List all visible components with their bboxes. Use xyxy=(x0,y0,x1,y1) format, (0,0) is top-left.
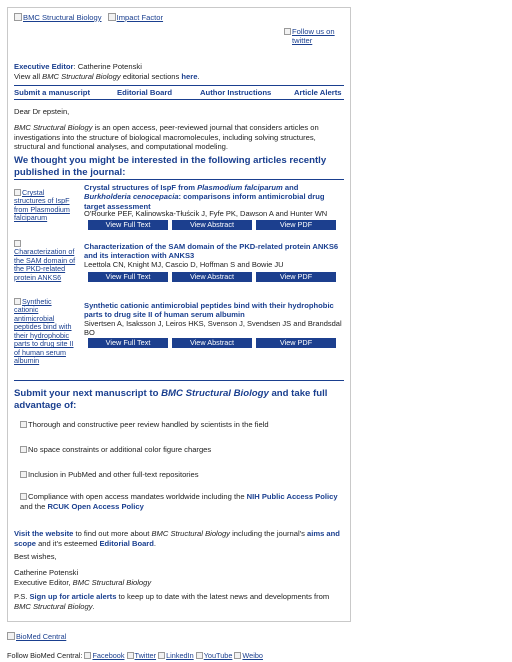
nav-article-alerts[interactable]: Article Alerts xyxy=(294,88,342,97)
ps-text: P.S. Sign up for article alerts to keep up to date with the latest news and developments from BMC Structural Biology. xyxy=(14,592,330,611)
youtube-link[interactable]: YouTube xyxy=(196,651,233,660)
linkedin-icon xyxy=(158,652,165,659)
editorial-sections-link[interactable]: here xyxy=(181,71,198,81)
benefit-item: Compliance with open access mandates worldwide including the NIH Public Access Policy and the RCUK Open Access Policy xyxy=(20,492,338,511)
editor-label: Executive Editor xyxy=(14,62,74,71)
nav-author-instructions[interactable]: Author Instructions xyxy=(200,88,272,97)
view-full-text-button[interactable]: View Full Text xyxy=(88,272,168,282)
article-title-link[interactable]: Synthetic cationic antimicrobial peptides bind with their hydrophobic parts to drug site II of human serum albumin xyxy=(84,301,334,320)
article-authors: O'Rourke PEF, Kalinowska-Tłuścik J, Fyfe PK, Dawson A and Hunter WN xyxy=(84,209,328,218)
impact-factor-link[interactable]: Impact Factor xyxy=(108,13,163,22)
nav-submit-manuscript[interactable]: Submit a manuscript xyxy=(14,88,91,97)
broken-image-icon xyxy=(14,240,21,247)
journal-logo-link[interactable]: BMC Structural Biology xyxy=(14,13,102,22)
nav-bar xyxy=(14,85,344,100)
signature: Catherine Potenski Executive Editor, BMC Structural Biology xyxy=(14,568,152,587)
article-authors: Sivertsen A, Isaksson J, Leiros HKS, Svenson J, Svendsen JS and Brandsdal BO xyxy=(84,319,342,338)
twitter-link[interactable]: Twitter xyxy=(127,651,157,660)
biomed-central-logo-link[interactable]: BioMed Central xyxy=(7,632,66,641)
broken-image-icon xyxy=(14,298,21,305)
broken-image-icon xyxy=(14,13,22,21)
greeting: Dear Dr epstein, xyxy=(14,107,70,116)
twitter-icon xyxy=(127,652,134,659)
social-footer: Follow BioMed Central: Facebook Twitter LinkedIn YouTube Weibo xyxy=(7,651,263,660)
visit-website-link[interactable]: Visit the website xyxy=(14,529,74,538)
follow-twitter-link[interactable]: Follow us on twitter xyxy=(284,28,344,45)
view-abstract-button[interactable]: View Abstract xyxy=(172,220,252,230)
facebook-link[interactable]: Facebook xyxy=(84,651,124,660)
article-title-link[interactable]: Characterization of the SAM domain of the PKD-related protein ANKS6 and its interaction with ANKS3 xyxy=(84,242,339,261)
article-buttons xyxy=(88,272,340,282)
divider xyxy=(14,179,344,180)
header-logos xyxy=(14,13,163,23)
article-authors: Leettola CN, Knight MJ, Cascio D, Hoffman S and Bowie JU xyxy=(84,260,284,269)
bullet-icon xyxy=(20,471,27,478)
article-title-link[interactable]: Crystal structures of IspF from Plasmodium falciparum and Burkholderia cenocepacia: comparisons inform antimicrobial drug target assessment xyxy=(84,183,325,211)
editor-block: Executive Editor: Catherine Potenski View all BMC Structural Biology editorial sections here. xyxy=(14,62,200,81)
bullet-icon xyxy=(20,446,27,453)
article-thumbnail-link[interactable]: Characterization of the SAM domain of the PKD-related protein ANKS6 xyxy=(14,240,76,282)
article-buttons xyxy=(88,220,340,230)
benefit-item: No space constraints or additional color figure charges xyxy=(20,445,340,455)
weibo-icon xyxy=(234,652,241,659)
article-thumbnail-link[interactable]: Synthetic cationic antimicrobial peptides bind with their hydrophobic parts to drug site II of human serum albumin xyxy=(14,297,74,366)
bullet-icon xyxy=(20,493,27,500)
submit-section-title: Submit your next manuscript to BMC Structural Biology and take full advantage of: xyxy=(14,388,328,411)
closing: Best wishes, xyxy=(14,552,57,561)
aims-scope-link[interactable]: aims and scope xyxy=(14,529,340,548)
divider xyxy=(14,380,344,381)
bullet-icon xyxy=(20,421,27,428)
article-thumbnail-link[interactable]: Crystal structures of IspF from Plasmodium falciparum xyxy=(14,188,70,223)
editorial-board-link[interactable]: Editorial Board xyxy=(99,538,154,548)
linkedin-link[interactable]: LinkedIn xyxy=(158,651,194,660)
facebook-icon xyxy=(84,652,91,659)
visit-text: Visit the website to find out more about BMC Structural Biology including the journal's aims and scope and it's esteemed Editorial Board. xyxy=(14,529,340,548)
broken-image-icon xyxy=(284,28,291,35)
rcuk-policy-link[interactable]: RCUK Open Access Policy xyxy=(47,501,144,511)
youtube-icon xyxy=(196,652,203,659)
view-abstract-button[interactable]: View Abstract xyxy=(172,338,252,348)
benefit-item: Thorough and constructive peer review handled by scientists in the field xyxy=(20,420,340,430)
intro-text: BMC Structural Biology is an open access, peer-reviewed journal that considers articles on investigations into the structure of biological macromolecules, including solving structures, structural and functional analyses, and computational modeling. xyxy=(14,123,319,152)
article-alerts-link[interactable]: Sign up for article alerts xyxy=(29,592,117,601)
broken-image-icon xyxy=(7,632,15,640)
article-buttons xyxy=(88,338,340,348)
view-pdf-button[interactable]: View PDF xyxy=(256,338,336,348)
nih-policy-link[interactable]: NIH Public Access Policy xyxy=(246,492,338,501)
view-pdf-button[interactable]: View PDF xyxy=(256,272,336,282)
view-pdf-button[interactable]: View PDF xyxy=(256,220,336,230)
articles-section-title: We thought you might be interested in the following articles recently published in the journal: xyxy=(14,155,327,178)
weibo-link[interactable]: Weibo xyxy=(234,651,263,660)
view-full-text-button[interactable]: View Full Text xyxy=(88,220,168,230)
broken-image-icon xyxy=(14,189,21,196)
nav-editorial-board[interactable]: Editorial Board xyxy=(117,88,173,97)
benefit-item: Inclusion in PubMed and other full-text repositories xyxy=(20,470,340,480)
broken-image-icon xyxy=(108,13,116,21)
view-abstract-button[interactable]: View Abstract xyxy=(172,272,252,282)
view-full-text-button[interactable]: View Full Text xyxy=(88,338,168,348)
